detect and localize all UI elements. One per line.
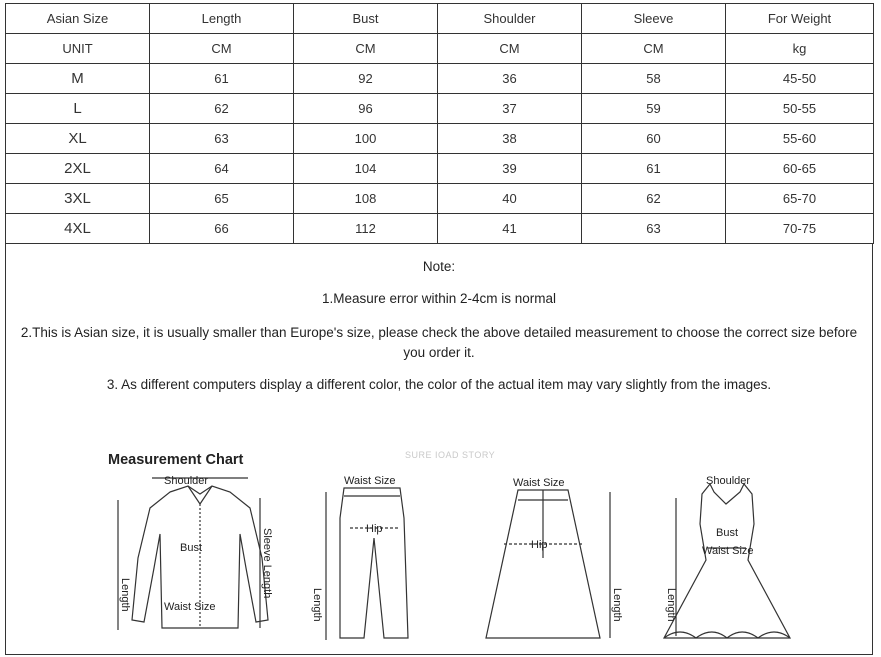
pants-waist-label: Waist Size <box>344 475 396 487</box>
table-cell: 38 <box>438 124 582 154</box>
table-header-row <box>6 4 874 34</box>
table-row <box>6 94 874 124</box>
table-cell: 41 <box>438 214 582 244</box>
dress-bust-label: Bust <box>716 527 739 539</box>
table-cell: Sleeve <box>582 4 726 34</box>
table-cell: 112 <box>294 214 438 244</box>
table-cell: Asian Size <box>6 4 150 34</box>
note-line-1: 1.Measure error within 2-4cm is normal <box>321 291 557 306</box>
table-cell: CM <box>150 34 294 64</box>
skirt-waist-label: Waist Size <box>513 477 565 489</box>
table-row <box>6 124 874 154</box>
pants-hip-label: Hip <box>366 523 383 535</box>
shirt-waist-label: Waist Size <box>164 601 216 613</box>
skirt-hip-label: Hip <box>531 539 548 551</box>
skirt-diagram <box>486 490 610 638</box>
table-cell: L <box>6 94 150 124</box>
table-cell: 64 <box>150 154 294 184</box>
table-cell: 62 <box>150 94 294 124</box>
table-cell: 40 <box>438 184 582 214</box>
table-cell: 3XL <box>6 184 150 214</box>
watermark: SURE IOAD STORY <box>405 450 496 460</box>
table-cell: 50-55 <box>726 94 874 124</box>
dress-waist-label: Waist Size <box>702 545 754 557</box>
table-row <box>6 154 874 184</box>
table-cell: 63 <box>582 214 726 244</box>
table-cell: 108 <box>294 184 438 214</box>
table-cell: 58 <box>582 64 726 94</box>
dress-length-label: Length <box>665 588 677 622</box>
table-cell: 61 <box>582 154 726 184</box>
size-table-body <box>6 4 874 244</box>
table-cell: Length <box>150 4 294 34</box>
chart-title: Measurement Chart <box>108 452 244 468</box>
note-line-2a: 2.This is Asian size, it is usually smaller than Europe's size, please check the above detailed measurement to choose the correct size before <box>20 325 858 340</box>
table-cell: 100 <box>294 124 438 154</box>
table-cell: XL <box>6 124 150 154</box>
shirt-bust-label: Bust <box>180 542 203 554</box>
table-cell: M <box>6 64 150 94</box>
table-cell: For Weight <box>726 4 874 34</box>
dress-shoulder-label: Shoulder <box>706 475 751 487</box>
pants-length-label: Length <box>311 588 323 622</box>
table-cell: 37 <box>438 94 582 124</box>
table-cell: 39 <box>438 154 582 184</box>
note-line-3: 3. As different computers display a different color, the color of the actual item may vary slightly from the images. <box>106 377 772 392</box>
skirt-length-label: Length <box>611 588 623 622</box>
table-cell: 65 <box>150 184 294 214</box>
table-cell: 66 <box>150 214 294 244</box>
garment-diagrams <box>100 448 800 653</box>
table-cell: 60 <box>582 124 726 154</box>
shirt-length-label: Length <box>119 578 131 612</box>
dress-diagram <box>664 484 790 638</box>
shirt-shoulder-label: Shoulder <box>164 475 209 487</box>
note-heading: Note: <box>422 259 456 274</box>
table-cell: 2XL <box>6 154 150 184</box>
table-cell: CM <box>294 34 438 64</box>
table-cell: 45-50 <box>726 64 874 94</box>
table-row <box>6 184 874 214</box>
table-cell: 96 <box>294 94 438 124</box>
table-cell: Shoulder <box>438 4 582 34</box>
table-cell: kg <box>726 34 874 64</box>
table-cell: 92 <box>294 64 438 94</box>
table-cell: Bust <box>294 4 438 34</box>
table-cell: UNIT <box>6 34 150 64</box>
table-cell: 62 <box>582 184 726 214</box>
note-line-2b: you order it. <box>403 345 475 360</box>
table-row <box>6 214 874 244</box>
table-cell: 59 <box>582 94 726 124</box>
table-cell: CM <box>582 34 726 64</box>
size-table <box>5 3 874 244</box>
table-row <box>6 64 874 94</box>
table-cell: 61 <box>150 64 294 94</box>
table-cell: 65-70 <box>726 184 874 214</box>
table-cell: 36 <box>438 64 582 94</box>
table-cell: 4XL <box>6 214 150 244</box>
table-cell: 63 <box>150 124 294 154</box>
pants-diagram <box>326 488 408 640</box>
table-unit-row <box>6 34 874 64</box>
table-cell: 55-60 <box>726 124 874 154</box>
shirt-sleeve-label: Sleeve Length <box>261 528 273 599</box>
table-cell: CM <box>438 34 582 64</box>
table-cell: 104 <box>294 154 438 184</box>
measurement-chart <box>100 448 800 653</box>
table-cell: 70-75 <box>726 214 874 244</box>
table-cell: 60-65 <box>726 154 874 184</box>
